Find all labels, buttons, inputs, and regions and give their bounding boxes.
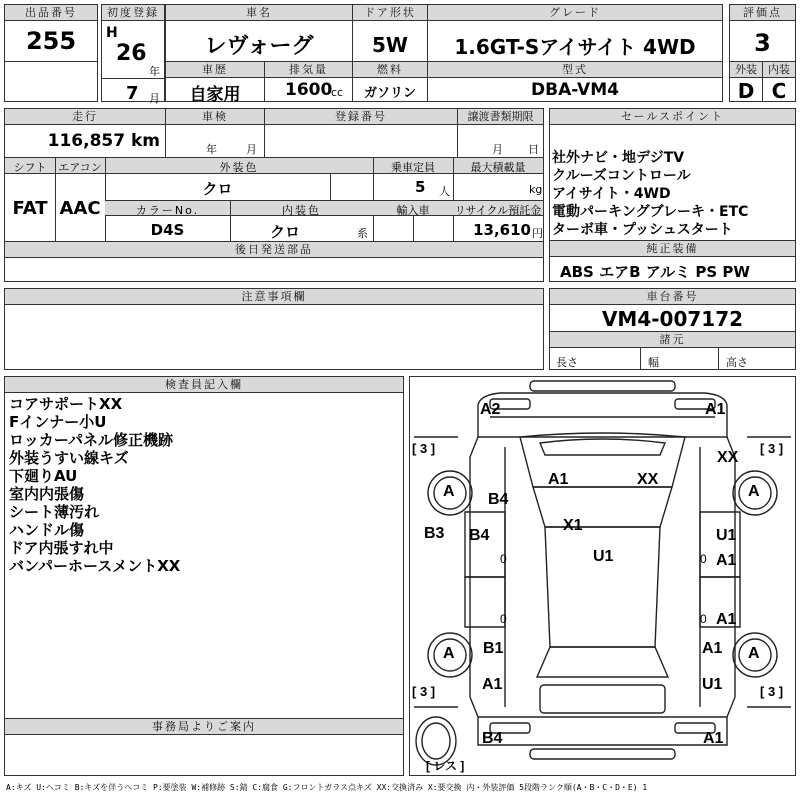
sales-line: 社外ナビ・地デジTV: [552, 150, 685, 166]
damage-mark: A1: [705, 401, 726, 418]
damage-mark: B4: [488, 491, 509, 508]
ext-grade-label: 外装: [730, 62, 762, 78]
inspector-line: ドア内張すれ中: [9, 539, 114, 557]
reg-no-label: 登録番号: [265, 109, 457, 125]
door-type: 5W: [372, 33, 408, 57]
chassis-label: 車台番号: [550, 289, 795, 305]
inspector-line: バンパーホースメントXX: [9, 557, 181, 575]
car-name-label: 車名: [166, 5, 352, 21]
fuel-cell: [352, 61, 428, 102]
spare-label: [ レス ]: [426, 759, 465, 773]
sales-line: アイサイト・4WD: [552, 186, 671, 202]
model: DBA-VM4: [531, 80, 619, 100]
damage-mark: B4: [482, 730, 503, 747]
int-color-label: 内装色: [282, 204, 321, 217]
damage-mark: A1: [703, 730, 724, 747]
notes-label: 注意事項欄: [5, 289, 543, 305]
ext-grade: D: [737, 79, 755, 103]
damage-mark: A1: [716, 552, 737, 569]
spec-height: 高さ: [726, 356, 748, 369]
spec-width: 幅: [648, 356, 659, 369]
transfer-label: 譲渡書類期限: [458, 109, 543, 125]
score-cell: [729, 4, 796, 62]
int-grade-label: 内装: [763, 62, 795, 78]
door-handle-mark: 0: [500, 612, 507, 626]
tire-mark-fl: [ 3 ]: [412, 441, 436, 456]
tire-mark-rr: [ 3 ]: [760, 684, 784, 699]
era: H: [106, 25, 118, 41]
transfer-day-unit: 日: [528, 143, 539, 156]
damage-mark: B3: [424, 525, 445, 542]
lot-number: 255: [25, 27, 77, 55]
import-label: 輸入車: [396, 204, 430, 217]
office-label: 事務局よりご案内: [5, 719, 403, 735]
ac-label: エアコン: [58, 161, 102, 174]
damage-mark: B4: [469, 527, 490, 544]
insp-month-unit: 月: [246, 143, 257, 156]
ext-color: クロ: [202, 180, 233, 198]
damage-mark: B1: [483, 640, 504, 657]
fuel: ガソリン: [363, 86, 416, 101]
history: 自家用: [189, 85, 241, 105]
int-color: クロ: [269, 223, 300, 241]
car-name: レヴォーグ: [204, 34, 314, 59]
spec-length: 長さ: [556, 356, 578, 369]
sales-point-cell: [549, 108, 796, 241]
displacement-label: 排気量: [265, 62, 352, 78]
lot-number-label: 出品番号: [5, 5, 97, 21]
later-parts-cell: [4, 241, 544, 282]
wheel-label-rl: A: [443, 645, 455, 662]
chassis-number: VM4-007172: [601, 307, 744, 331]
door-label: ドア形状: [353, 5, 427, 21]
capacity: 5: [415, 178, 426, 196]
notes-cell: [4, 288, 544, 370]
history-cell: [165, 61, 265, 105]
transfer-month-unit: 月: [492, 143, 503, 156]
shift-label: シフト: [13, 161, 47, 174]
first-reg-year: 26: [116, 41, 147, 66]
sales-line: クルーズコントロール: [552, 168, 691, 184]
mileage-cell: [4, 108, 166, 158]
damage-mark: X1: [563, 517, 583, 534]
model-label: 型式: [428, 62, 722, 78]
inspection-cell: [165, 108, 265, 158]
inspector-line: ハンドル傷: [9, 521, 85, 539]
shift: FAT: [12, 198, 48, 219]
lot-number-cell: [4, 4, 98, 62]
insp-year-unit: 年: [206, 143, 217, 156]
inspector-line: シート薄汚れ: [9, 503, 100, 521]
int-grade-cell: [762, 61, 796, 102]
score-label: 評価点: [730, 5, 795, 21]
door-handle-mark: 0: [500, 552, 507, 566]
int-grade: C: [771, 79, 787, 103]
first-registration-cell: [101, 4, 165, 105]
wheel-label-rr: A: [748, 645, 760, 662]
model-cell: [427, 61, 723, 102]
transfer-cell: [457, 108, 544, 158]
grade-label: グレード: [428, 5, 722, 21]
specs-cell: [549, 331, 796, 370]
capacity-unit: 人: [439, 185, 450, 198]
damage-mark: A1: [716, 611, 737, 628]
recycle: 13,610: [473, 221, 531, 239]
color-no: D4S: [150, 221, 185, 239]
inspector-line: 室内内張傷: [9, 485, 85, 503]
inspector-cell: [4, 376, 404, 719]
mileage-label: 走行: [5, 109, 165, 125]
lot-number-blank: [4, 61, 98, 102]
equipment-label: 純正装備: [550, 241, 795, 257]
damage-mark: A1: [482, 676, 503, 693]
damage-mark: XX: [717, 449, 739, 466]
history-label: 車歴: [166, 62, 264, 78]
damage-mark: U1: [593, 548, 614, 565]
ext-color-label: 外装色: [219, 161, 259, 174]
int-color-unit: 系: [357, 227, 368, 240]
damage-mark: A1: [702, 640, 723, 657]
chassis-cell: [549, 288, 796, 332]
inspector-line: Fインナー小U: [9, 413, 107, 431]
score: 3: [754, 29, 771, 57]
wheel-label-fr: A: [748, 483, 760, 500]
inspection-label: 車検: [166, 109, 264, 125]
recycle-label: リサイクル預託金: [454, 204, 542, 217]
later-parts-label: 後日発送部品: [5, 242, 543, 258]
spec-grid: [4, 157, 544, 242]
month-unit: 月: [149, 92, 160, 105]
tire-mark-rl: [ 3 ]: [412, 684, 436, 699]
car-name-cell: [165, 4, 353, 62]
door-handle-mark: 0: [700, 612, 707, 626]
displacement-unit: cc: [331, 86, 344, 99]
displacement: 1600: [285, 80, 333, 100]
recycle-unit: 円: [532, 227, 543, 240]
fuel-label: 燃料: [353, 62, 427, 78]
sales-line: ターボ車・プッシュスタート: [552, 222, 733, 238]
inspector-line: 下廻りAU: [9, 467, 78, 485]
damage-mark: U1: [716, 527, 737, 544]
legend-text: A:キズ U:ヘコミ B:キズを伴うヘコミ P:要塗装 W:補修跡 S:錆 C:腐食 G:フロントガラス点キズ XX:交換済み X:要交換 内・外装評価 5段階ランク順(A・B・C・D・E) 1: [6, 783, 648, 792]
damage-mark: XX: [637, 471, 659, 488]
first-reg-label: 初度登録: [102, 5, 164, 21]
sales-line: 電動パーキングブレーキ・ETC: [552, 204, 749, 220]
ac: AAC: [59, 198, 101, 219]
damage-mark: A2: [480, 401, 501, 418]
office-cell: [4, 718, 404, 776]
equipment-items: ABS エアB アルミ PS PW: [560, 263, 750, 281]
mileage: 116,857 km: [47, 131, 160, 151]
capacity-label: 乗車定員: [391, 161, 435, 174]
inspector-line: ロッカーパネル修正機跡: [9, 431, 173, 449]
inspector-line: 外装うすい線キズ: [9, 449, 129, 467]
ext-grade-cell: [729, 61, 763, 102]
year-unit: 年: [149, 65, 160, 78]
grade-cell: [427, 4, 723, 62]
door-handle-mark: 0: [700, 552, 707, 566]
car-outline: [410, 377, 795, 775]
damage-mark: U1: [702, 676, 723, 693]
displacement-cell: [264, 61, 353, 102]
color-no-label: カラーNo.: [135, 204, 200, 217]
sales-point-label: セールスポイント: [550, 109, 795, 125]
wheel-label-fl: A: [443, 483, 455, 500]
damage-mark: A1: [548, 471, 569, 488]
reg-no-cell: [264, 108, 458, 158]
first-reg-month: 7: [126, 83, 139, 104]
equipment-cell: [549, 240, 796, 282]
grade: 1.6GT-Sアイサイト 4WD: [454, 35, 696, 59]
max-load-unit: kg: [529, 183, 543, 196]
inspector-label: 検査員記入欄: [5, 377, 403, 393]
tire-mark-fr: [ 3 ]: [760, 441, 784, 456]
max-load-label: 最大積載量: [470, 161, 526, 174]
door-cell: [352, 4, 428, 62]
inspector-line: コアサポートXX: [9, 395, 123, 413]
car-diagram: [409, 376, 796, 776]
specs-label: 諸元: [550, 332, 795, 348]
